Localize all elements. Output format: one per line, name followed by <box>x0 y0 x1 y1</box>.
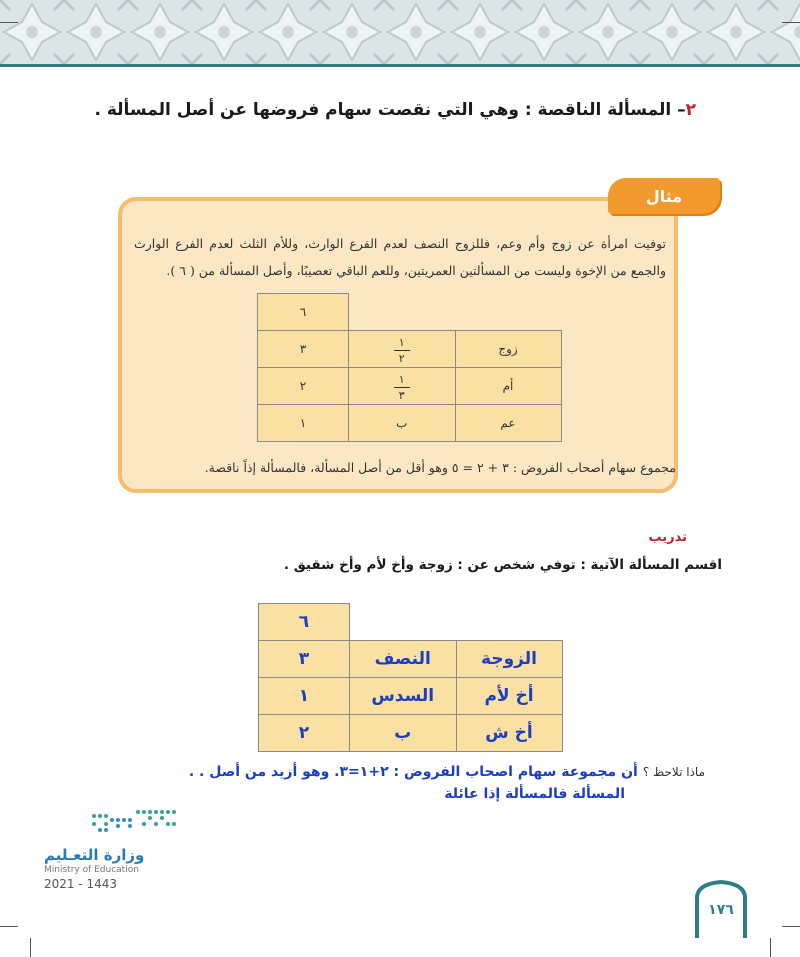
ministry-year: 2021 - 1443 <box>44 877 118 891</box>
table-cell-origin: ٦ <box>259 604 350 641</box>
crop-mark <box>30 938 31 957</box>
table-row <box>259 678 563 715</box>
table-cell-shares: ٣ <box>258 331 349 368</box>
table-cell-heir: أخ لأم <box>456 678 562 715</box>
notice-question: ماذا تلاحظ ؟ <box>642 765 705 779</box>
table-cell-share <box>349 368 456 405</box>
crop-mark <box>770 938 771 957</box>
table-row <box>258 294 562 331</box>
fraction-bar <box>394 387 410 388</box>
islamic-pattern-icon <box>0 0 800 64</box>
notice-answer-line-1: أن مجموعة سهام اصحاب الفروض : ٢+١=٣. وهو أزيد من أصل . . <box>188 764 638 780</box>
example-tab <box>608 178 720 214</box>
table-cell-shares: ٣ <box>259 641 350 678</box>
table-cell-shares: ٢ <box>259 715 350 752</box>
fraction-denominator: ٣ <box>398 388 405 402</box>
fraction <box>394 337 410 364</box>
example-body: توفيت امرأة عن زوج وأم وعم، فللزوج النصف لعدم الفرع الوارث، وللأم الثلث لعدم الفرع الوارث والجمع من الإخوة وليست من المسألتين العمريتين، وللعم الباقي تعصيبًا، وأصل المسألة من ( ٦ ). <box>134 236 666 278</box>
table-row <box>258 405 562 442</box>
table-row <box>258 368 562 405</box>
table-cell-shares: ٢ <box>258 368 349 405</box>
table-cell-shares: ١ <box>258 405 349 442</box>
example-tab-label: مثال <box>645 186 683 206</box>
page-number: ١٧٦ <box>708 902 734 918</box>
table-cell-origin: ٦ <box>258 294 349 331</box>
table-row <box>259 715 563 752</box>
banner-divider <box>0 64 800 67</box>
example-table <box>257 293 562 442</box>
table-cell-share: ب <box>350 715 457 752</box>
table-row <box>258 331 562 368</box>
example-sum-line: مجموع سهام أصحاب الفروض : ٣ + ٢ = ٥ وهو أقل من أصل المسألة، فالمسألة إذاً ناقصة. <box>204 460 676 475</box>
fraction-numerator: ١ <box>398 372 405 386</box>
table-cell-empty <box>349 294 456 331</box>
table-cell-empty <box>456 604 562 641</box>
fraction-bar <box>394 350 410 351</box>
training-question: اقسم المسألة الآتية : توفي شخص عن : زوجة وأخ لأم وأخ شقيق . <box>283 557 722 573</box>
table-cell-heir: زوج <box>455 331 561 368</box>
fraction <box>394 374 410 401</box>
table-cell-heir: عم <box>455 405 561 442</box>
crop-mark <box>0 926 18 927</box>
crop-mark <box>782 22 800 23</box>
table-row <box>259 604 563 641</box>
ministry-name-en: Ministry of Education <box>44 865 139 875</box>
table-row <box>259 641 563 678</box>
table-cell-shares: ١ <box>259 678 350 715</box>
table-cell-share <box>349 331 456 368</box>
ministry-logo-icon <box>44 806 184 842</box>
training-table <box>258 603 563 752</box>
section-heading <box>94 100 696 120</box>
table-cell-heir: أم <box>455 368 561 405</box>
training-label: تدريب <box>648 530 687 545</box>
crop-mark <box>782 926 800 927</box>
notice-block <box>85 760 705 805</box>
fraction-numerator: ١ <box>398 335 405 349</box>
table-cell-heir: الزوجة <box>456 641 562 678</box>
table-cell-empty <box>350 604 457 641</box>
heading-number: ٢ <box>685 100 696 120</box>
table-cell-share: ب <box>349 405 456 442</box>
notice-answer-line-2: المسألة فالمسألة إذا عائلة <box>444 786 625 802</box>
heading-text: – المسألة الناقصة : وهي التي نقصت سهام فروضها عن أصل المسألة . <box>94 100 686 120</box>
header-banner <box>0 0 800 66</box>
table-cell-heir: أخ ش <box>456 715 562 752</box>
table-cell-share: النصف <box>350 641 457 678</box>
table-cell-share: السدس <box>350 678 457 715</box>
crop-mark <box>0 22 18 23</box>
ministry-name-ar: وزارة التعـليم <box>44 846 145 864</box>
fraction-denominator: ٢ <box>398 351 405 365</box>
table-cell-empty <box>455 294 561 331</box>
